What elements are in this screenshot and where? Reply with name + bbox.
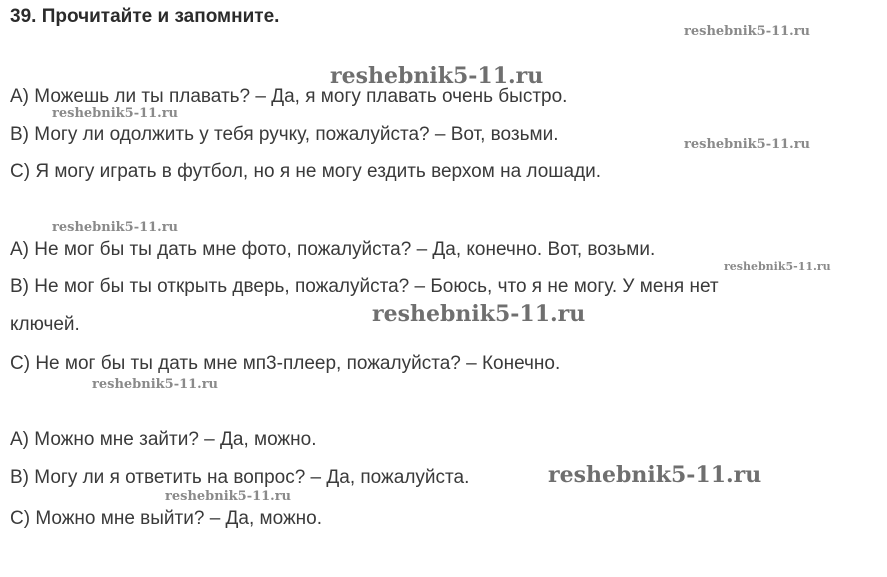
watermark: reshebnik5-11.ru: [548, 462, 762, 488]
sentence-line: С) Я могу играть в футбол, но я не могу ездить верхом на лошади.: [10, 161, 602, 182]
sentence-line: В) Могу ли одолжить у тебя ручку, пожалуйста? – Вот, возьми.: [10, 124, 559, 145]
watermark: reshebnik5-11.ru: [684, 137, 811, 152]
sentence-line: ключей.: [10, 314, 80, 335]
watermark: reshebnik5-11.ru: [724, 260, 831, 273]
sentence-line: А) Можно мне зайти? – Да, можно.: [10, 429, 317, 450]
sentence-line: В) Могу ли я ответить на вопрос? – Да, пожалуйста.: [10, 467, 470, 488]
watermark: reshebnik5-11.ru: [165, 489, 292, 504]
watermark: reshebnik5-11.ru: [52, 106, 179, 121]
exercise-title: 39. Прочитайте и запомните.: [10, 6, 280, 27]
watermark: reshebnik5-11.ru: [372, 301, 586, 327]
sentence-line: В) Не мог бы ты открыть дверь, пожалуйста? – Боюсь, что я не могу. У меня нет: [10, 276, 719, 297]
sentence-line: А) Не мог бы ты дать мне фото, пожалуйста? – Да, конечно. Вот, возьми.: [10, 239, 656, 260]
watermark: reshebnik5-11.ru: [52, 220, 179, 235]
sentence-line: А) Можешь ли ты плавать? – Да, я могу плавать очень быстро.: [10, 86, 568, 107]
watermark: reshebnik5-11.ru: [92, 377, 219, 392]
watermark: reshebnik5-11.ru: [330, 63, 544, 89]
sentence-line: С) Можно мне выйти? – Да, можно.: [10, 508, 322, 529]
watermark: reshebnik5-11.ru: [684, 24, 811, 39]
sentence-line: С) Не мог бы ты дать мне мп3-плеер, пожалуйста? – Конечно.: [10, 353, 561, 374]
